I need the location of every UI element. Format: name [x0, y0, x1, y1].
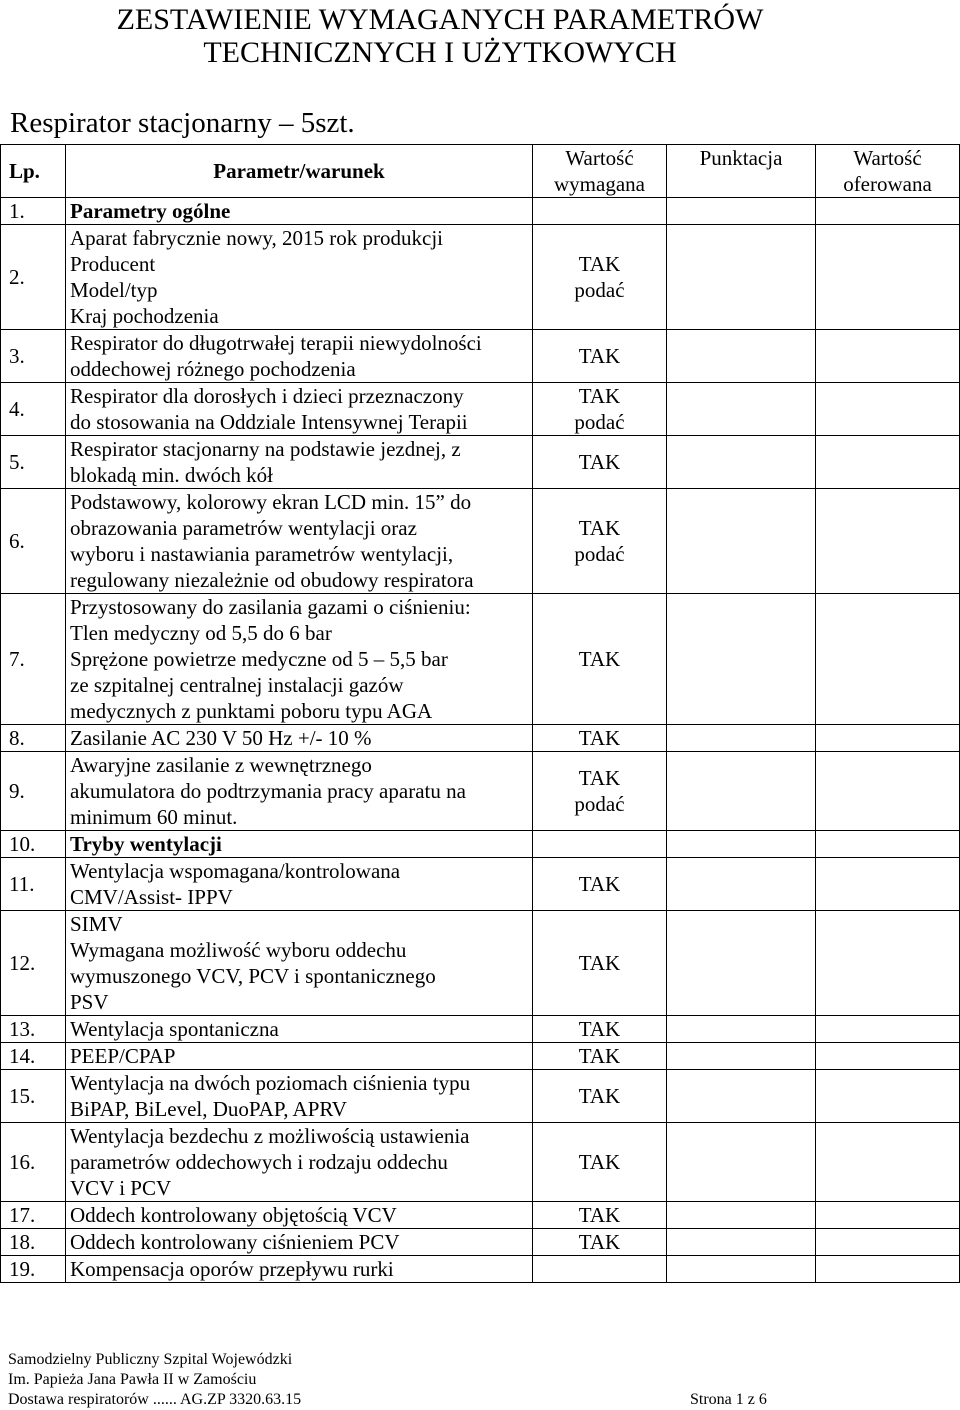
parameter-line: Kompensacja oporów przepływu rurki: [70, 1257, 394, 1281]
header-offered-value-line1: Wartość: [853, 146, 922, 170]
table-row: [1, 225, 960, 330]
parameter-line: Wentylacja na dwóch poziomach ciśnienia typu: [70, 1071, 471, 1095]
row-required-value: [533, 383, 667, 436]
required-value-line: TAK: [578, 647, 621, 671]
row-offered-value: [816, 1070, 960, 1123]
row-number: 19.: [1, 1256, 66, 1283]
required-value-line: podać: [574, 410, 625, 434]
row-parameter: [66, 1043, 533, 1070]
parameter-line: Aparat fabrycznie nowy, 2015 rok produkcji: [70, 226, 444, 250]
row-number: 6.: [1, 489, 66, 594]
footer-hospital-name-2: Im. Papieża Jana Pawła II w Zamościu: [8, 1371, 257, 1388]
parameter-line: VCV i PCV: [70, 1176, 172, 1200]
parameter-line: Wentylacja bezdechu z możliwością ustawienia: [70, 1124, 470, 1148]
row-number: 4.: [1, 383, 66, 436]
document-subtitle: Respirator stacjonarny – 5szt.: [10, 107, 355, 139]
row-parameter: [66, 1202, 533, 1229]
row-parameter: [66, 489, 533, 594]
parameter-line: Sprężone powietrze medyczne od 5 – 5,5 bar: [70, 647, 448, 671]
table-row: [1, 1256, 960, 1283]
parameter-line: Respirator stacjonarny na podstawie jezdnej, z: [70, 437, 461, 461]
required-value-line: TAK: [578, 726, 621, 750]
row-required-value: [533, 858, 667, 911]
row-number: 8.: [1, 725, 66, 752]
parameter-line: Producent: [70, 252, 156, 276]
parameter-line: regulowany niezależnie od obudowy respiratora: [70, 568, 474, 592]
row-points: [667, 725, 816, 752]
required-value-line: TAK: [578, 872, 621, 896]
row-parameter: [66, 436, 533, 489]
row-required-value: [533, 725, 667, 752]
parameter-line: BiPAP, BiLevel, DuoPAP, APRV: [70, 1097, 347, 1121]
row-points: [667, 383, 816, 436]
header-offered-value: [816, 145, 960, 198]
row-required-value: [533, 831, 667, 858]
row-required-value: [533, 594, 667, 725]
parameter-line: Tlen medyczny od 5,5 do 6 bar: [70, 621, 332, 645]
row-offered-value: [816, 489, 960, 594]
parameter-line: Kraj pochodzenia: [70, 304, 219, 328]
row-points: [667, 1202, 816, 1229]
row-parameter: [66, 330, 533, 383]
row-number: 11.: [1, 858, 66, 911]
parameter-line: minimum 60 minut.: [70, 805, 238, 829]
row-required-value: [533, 1016, 667, 1043]
parameter-line: PSV: [70, 990, 109, 1014]
header-param: Parametr/warunek: [66, 145, 533, 198]
footer-reference: Dostawa respiratorów ...... AG.ZP 3320.63.15: [8, 1391, 302, 1408]
parameter-line: akumulatora do podtrzymania pracy aparatu na: [70, 779, 466, 803]
row-points: [667, 225, 816, 330]
parameter-line: Przystosowany do zasilania gazami o ciśnieniu:: [70, 595, 471, 619]
document-title-line2: TECHNICZNYCH I UŻYTKOWYCH: [203, 36, 677, 69]
row-parameter: [66, 831, 533, 858]
required-value-line: TAK: [578, 1017, 621, 1041]
table-row: [1, 330, 960, 383]
row-number: 5.: [1, 436, 66, 489]
table-row: [1, 198, 960, 225]
row-points: [667, 1229, 816, 1256]
required-value-line: podać: [574, 542, 625, 566]
header-lp: Lp.: [1, 145, 66, 198]
row-offered-value: [816, 752, 960, 831]
row-number: 15.: [1, 1070, 66, 1123]
row-offered-value: [816, 383, 960, 436]
row-required-value: [533, 1202, 667, 1229]
table-row: [1, 911, 960, 1016]
table-row: [1, 383, 960, 436]
parameter-line: medycznych z punktami poboru typu AGA: [70, 699, 433, 723]
row-parameter: [66, 1016, 533, 1043]
row-points: [667, 1070, 816, 1123]
required-value-line: TAK: [578, 1084, 621, 1108]
row-parameter: [66, 858, 533, 911]
parameter-line: Oddech kontrolowany objętością VCV: [70, 1203, 397, 1227]
row-offered-value: [816, 1123, 960, 1202]
table-header-row: [1, 145, 960, 198]
row-points: [667, 911, 816, 1016]
row-number: 18.: [1, 1229, 66, 1256]
parameter-line: Wentylacja wspomagana/kontrolowana: [70, 859, 401, 883]
table-row: [1, 1123, 960, 1202]
row-number: 13.: [1, 1016, 66, 1043]
table-row: [1, 1229, 960, 1256]
parameter-line: wyboru i nastawiania parametrów wentylacji,: [70, 542, 454, 566]
table-row: [1, 1202, 960, 1229]
row-required-value: [533, 911, 667, 1016]
parameter-line: CMV/Assist- IPPV: [70, 885, 233, 909]
row-points: [667, 198, 816, 225]
row-offered-value: [816, 1016, 960, 1043]
row-required-value: [533, 225, 667, 330]
table-row: [1, 1043, 960, 1070]
required-value-line: TAK: [578, 516, 621, 540]
parameter-line: Wentylacja spontaniczna: [70, 1017, 279, 1041]
table-row: [1, 858, 960, 911]
row-points: [667, 594, 816, 725]
parameter-line: parametrów oddechowych i rodzaju oddechu: [70, 1150, 448, 1174]
table-row: [1, 1070, 960, 1123]
required-value-line: TAK: [578, 1203, 621, 1227]
parameter-line: PEEP/CPAP: [70, 1044, 176, 1068]
row-required-value: [533, 1123, 667, 1202]
required-value-line: TAK: [578, 1230, 621, 1254]
header-offered-value-line2: oferowana: [843, 172, 932, 196]
required-value-line: TAK: [578, 384, 621, 408]
row-number: 3.: [1, 330, 66, 383]
row-points: [667, 1016, 816, 1043]
row-offered-value: [816, 1256, 960, 1283]
table-row: [1, 436, 960, 489]
parameter-line: blokadą min. dwóch kół: [70, 463, 273, 487]
parameter-line: obrazowania parametrów wentylacji oraz: [70, 516, 417, 540]
required-value-line: TAK: [578, 1150, 621, 1174]
required-value-line: TAK: [578, 344, 621, 368]
row-offered-value: [816, 1202, 960, 1229]
row-points: [667, 752, 816, 831]
row-points: [667, 489, 816, 594]
row-number: 7.: [1, 594, 66, 725]
row-parameter: [66, 1070, 533, 1123]
parameter-line: Zasilanie AC 230 V 50 Hz +/- 10 %: [70, 726, 372, 750]
row-required-value: [533, 198, 667, 225]
row-points: [667, 1043, 816, 1070]
parameter-line: ze szpitalnej centralnej instalacji gazów: [70, 673, 404, 697]
parameter-line: Tryby wentylacji: [70, 832, 222, 856]
row-number: 17.: [1, 1202, 66, 1229]
row-required-value: [533, 752, 667, 831]
row-number: 2.: [1, 225, 66, 330]
table-row: [1, 831, 960, 858]
parameter-line: Parametry ogólne: [70, 199, 231, 223]
table-row: [1, 752, 960, 831]
row-points: [667, 436, 816, 489]
row-points: [667, 858, 816, 911]
row-parameter: [66, 225, 533, 330]
parameter-line: Model/typ: [70, 278, 158, 302]
row-offered-value: [816, 225, 960, 330]
row-parameter: [66, 752, 533, 831]
required-value-line: podać: [574, 278, 625, 302]
parameter-line: Respirator do długotrwałej terapii niewydolności: [70, 331, 482, 355]
row-required-value: [533, 489, 667, 594]
header-required-value: [533, 145, 667, 198]
document-title-line1: ZESTAWIENIE WYMAGANYCH PARAMETRÓW: [116, 3, 764, 36]
required-value-line: TAK: [578, 766, 621, 790]
row-number: 16.: [1, 1123, 66, 1202]
row-offered-value: [816, 911, 960, 1016]
row-points: [667, 330, 816, 383]
row-parameter: [66, 1229, 533, 1256]
row-number: 9.: [1, 752, 66, 831]
row-number: 1.: [1, 198, 66, 225]
row-required-value: [533, 1256, 667, 1283]
row-offered-value: [816, 858, 960, 911]
row-required-value: [533, 1229, 667, 1256]
parameters-table: [0, 144, 960, 1283]
required-value-line: TAK: [578, 252, 621, 276]
table-row: [1, 489, 960, 594]
parameter-line: do stosowania na Oddziale Intensywnej Terapii: [70, 410, 468, 434]
row-parameter: [66, 594, 533, 725]
row-parameter: [66, 725, 533, 752]
row-number: 14.: [1, 1043, 66, 1070]
row-required-value: [533, 1070, 667, 1123]
row-offered-value: [816, 725, 960, 752]
header-required-value-line2: wymagana: [554, 172, 645, 196]
required-value-line: TAK: [578, 1044, 621, 1068]
row-number: 12.: [1, 911, 66, 1016]
row-required-value: [533, 436, 667, 489]
row-points: [667, 831, 816, 858]
parameter-line: SIMV: [70, 912, 123, 936]
parameter-line: Awaryjne zasilanie z wewnętrznego: [70, 753, 372, 777]
row-offered-value: [816, 198, 960, 225]
row-number: 10.: [1, 831, 66, 858]
row-offered-value: [816, 831, 960, 858]
row-offered-value: [816, 1229, 960, 1256]
row-offered-value: [816, 594, 960, 725]
header-points: Punktacja: [667, 145, 816, 198]
table-row: [1, 594, 960, 725]
parameter-line: Podstawowy, kolorowy ekran LCD min. 15” do: [70, 490, 472, 514]
row-parameter: [66, 911, 533, 1016]
table-row: [1, 1016, 960, 1043]
row-offered-value: [816, 1043, 960, 1070]
row-points: [667, 1123, 816, 1202]
row-required-value: [533, 330, 667, 383]
row-offered-value: [816, 330, 960, 383]
parameter-line: oddechowej różnego pochodzenia: [70, 357, 356, 381]
table-row: [1, 725, 960, 752]
row-points: [667, 1256, 816, 1283]
parameter-line: Wymagana możliwość wyboru oddechu: [70, 938, 407, 962]
row-parameter: [66, 1123, 533, 1202]
header-required-value-line1: Wartość: [565, 146, 634, 170]
row-parameter: [66, 1256, 533, 1283]
row-parameter: [66, 383, 533, 436]
required-value-line: TAK: [578, 450, 621, 474]
required-value-line: podać: [574, 792, 625, 816]
row-parameter: [66, 198, 533, 225]
page-number: Strona 1 z 6: [690, 1391, 767, 1408]
parameter-line: wymuszonego VCV, PCV i spontanicznego: [70, 964, 436, 988]
parameter-line: Respirator dla dorosłych i dzieci przeznaczony: [70, 384, 464, 408]
parameter-line: Oddech kontrolowany ciśnieniem PCV: [70, 1230, 400, 1254]
footer-hospital-name: Samodzielny Publiczny Szpital Wojewódzki: [8, 1351, 293, 1368]
row-required-value: [533, 1043, 667, 1070]
row-offered-value: [816, 436, 960, 489]
table-body: [1, 198, 960, 1283]
required-value-line: TAK: [578, 951, 621, 975]
